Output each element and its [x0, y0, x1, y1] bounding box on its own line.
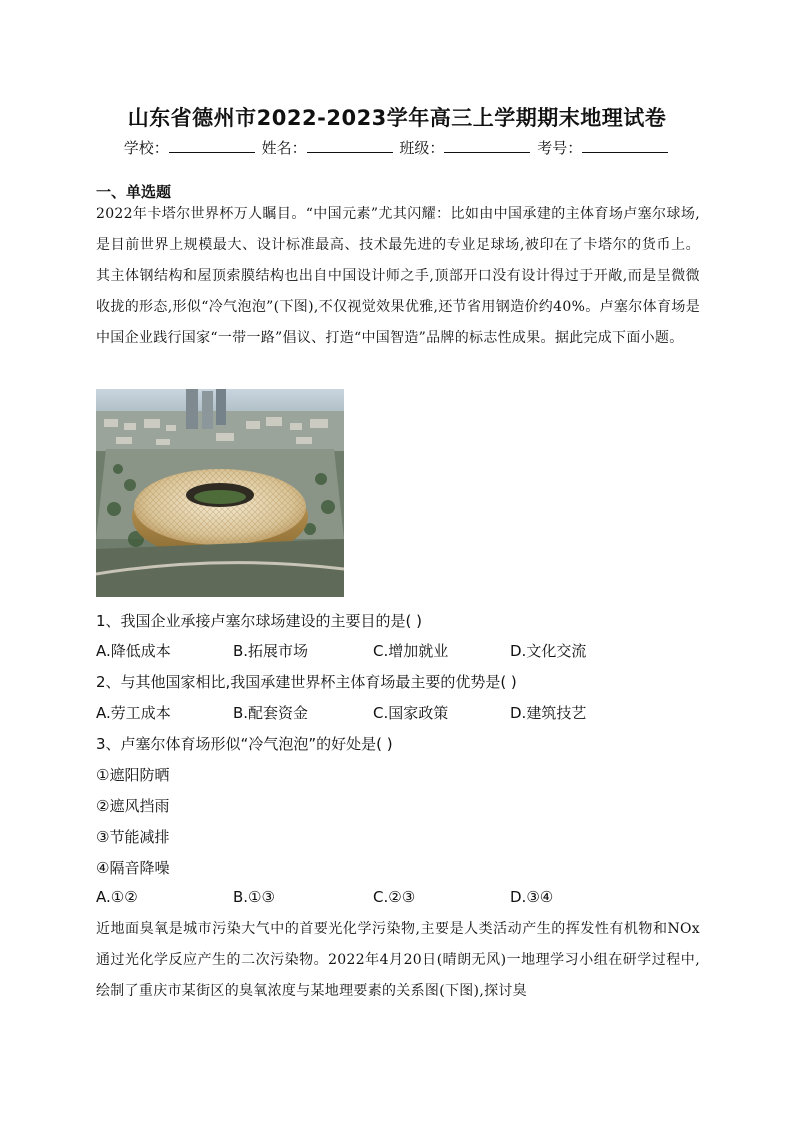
name-blank — [307, 138, 393, 153]
exam-number-label: 考号： — [537, 139, 583, 157]
section-heading: 一、单选题 — [96, 183, 172, 201]
question-2: 2、与其他国家相比,我国承建世界杯主体育场最主要的优势是( ) — [96, 673, 517, 691]
statement-1: ①遮阳防晒 — [96, 766, 170, 784]
student-info-line — [0, 137, 794, 158]
school-blank — [169, 138, 255, 153]
option-a[interactable]: A.降低成本 — [96, 642, 171, 660]
statement-4: ④隔音降噪 — [96, 859, 170, 877]
class-label: 班级： — [399, 139, 445, 157]
question-1: 1、我国企业承接卢塞尔球场建设的主要目的是( ) — [96, 612, 423, 630]
name-label: 姓名： — [261, 139, 307, 157]
option-c[interactable]: C.国家政策 — [373, 704, 449, 722]
option-b[interactable]: B.①③ — [233, 888, 275, 906]
exam-number-blank — [582, 138, 668, 153]
option-b[interactable]: B.配套资金 — [233, 704, 309, 722]
page-title: 山东省德州市2022-2023学年高三上学期期末地理试卷 — [127, 106, 667, 130]
option-b[interactable]: B.拓展市场 — [233, 642, 309, 660]
option-c[interactable]: C.增加就业 — [373, 642, 449, 660]
passage-stadium: 2022年卡塔尔世界杯万人瞩目。“中国元素”尤其闪耀：比如由中国承建的主体育场卢塞尔球场,是目前世界上规模最大、设计标准最高、技术最先进的专业足球场,被印在了卡塔尔的货币上。其主体钢结构和屋顶索膜结构也出自中国设计师之手,顶部开口没有设计得过于开敞,而是呈微微收拢的形态,形似“冷气泡泡”(下图),不仅视觉效果优雅,还节省用钢造价约40%。卢塞尔体育场是中国企业践行国家“一带一路”倡议、打造“中国智造”品牌的标志性成果。据此完成下面小题。 — [96, 206, 700, 346]
class-blank — [444, 138, 530, 153]
option-d[interactable]: D.③④ — [510, 888, 554, 906]
option-a[interactable]: A.①② — [96, 888, 138, 906]
stadium-photo — [96, 389, 344, 597]
option-c[interactable]: C.②③ — [373, 888, 416, 906]
statement-2: ②遮风挡雨 — [96, 797, 170, 815]
school-label: 学校： — [123, 139, 169, 157]
statement-3: ③节能减排 — [96, 828, 170, 846]
option-d[interactable]: D.建筑技艺 — [510, 704, 587, 722]
option-a[interactable]: A.劳工成本 — [96, 704, 171, 722]
option-d[interactable]: D.文化交流 — [510, 642, 587, 660]
passage-ozone: 近地面臭氧是城市污染大气中的首要光化学污染物,主要是人类活动产生的挥发性有机物和NOx通过光化学反应产生的二次污染物。2022年4月20日(晴朗无风)一地理学习小组在研学过程中,绘制了重庆市某街区的臭氧浓度与某地理要素的关系图(下图),探讨臭 — [96, 921, 700, 999]
question-3: 3、卢塞尔体育场形似“冷气泡泡”的好处是( ) — [96, 735, 393, 753]
